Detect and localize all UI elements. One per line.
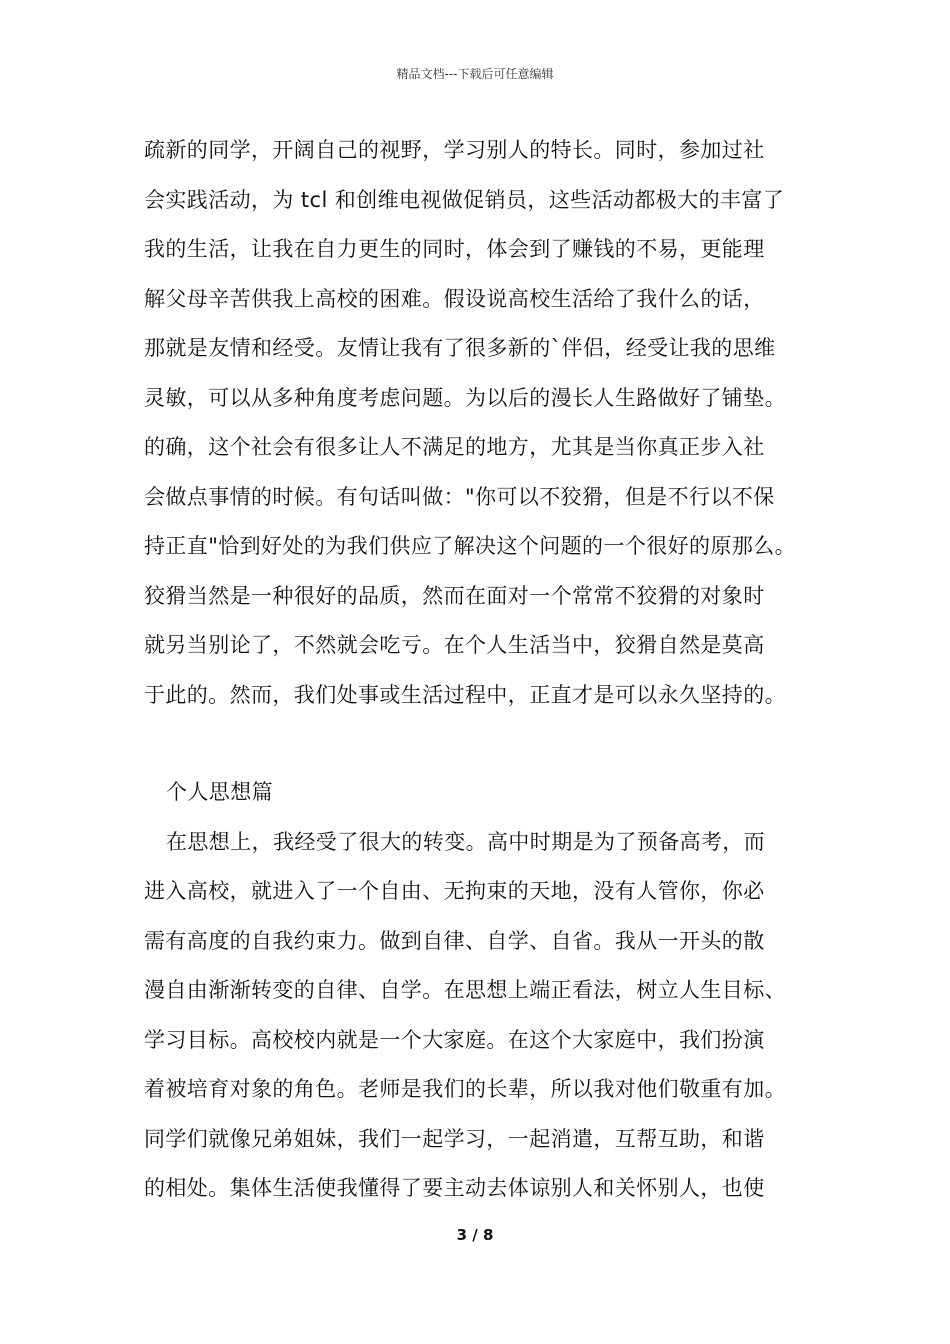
body-line: 会做点事情的时候。有句话叫做："你可以不狡猾，但是不行以不保 [144, 484, 775, 509]
body-line: 会实践活动，为 tcl 和创维电视做促销员，这些活动都极大的丰富了 [144, 187, 785, 212]
body-line: 在思想上，我经受了很大的转变。高中时期是为了预备高考，而 [166, 829, 766, 854]
body-line: 疏新的同学，开阔自己的视野，学习别人的特长。同时，参加过社 [144, 138, 765, 162]
body-line: 进入高校，就进入了一个自由、无拘束的天地，没有人管你，你必 [144, 879, 765, 903]
body-line: 我的生活，让我在自力更生的同时，体会到了赚钱的不易，更能理 [144, 237, 765, 261]
body-line: 灵敏，可以从多种角度考虑问题。为以后的漫长人生路做好了铺垫。 [144, 385, 786, 410]
body-line: 解父母辛苦供我上高校的困难。假设说高校生活给了我什么的话， [144, 286, 765, 311]
body-line: 的相处。集体生活使我懂得了要主动去体谅别人和关怀别人，也使 [144, 1176, 765, 1200]
body-line: 需有高度的自我约束力。做到自律、自学、自省。我从一开头的散 [144, 928, 765, 953]
page-header: 精品文档---下载后可任意编辑 [396, 67, 554, 81]
body-line: 持正直"恰到好处的为我们供应了解决这个问题的一个很好的原那么。 [144, 534, 797, 558]
body-line: 着被培育对象的角色。老师是我们的长辈，所以我对他们敬重有加。 [144, 1077, 786, 1101]
body-line: 同学们就像兄弟姐妹，我们一起学习，一起消遣，互帮互助，和谐 [144, 1126, 765, 1151]
document-body [144, 130, 844, 1218]
body-line: 漫自由渐渐转变的自律、自学。在思想上端正看法，树立人生目标、 [144, 978, 786, 1002]
body-line: 那就是友情和经受。友情让我有了很多新的`伴侣，经受让我的思维 [144, 336, 776, 360]
body-line: 于此的。然而，我们处事或生活过程中，正直才是可以永久坚持的。 [144, 682, 786, 707]
section-heading: 个人思想篇 [166, 780, 273, 804]
body-line: 狡猾当然是一种很好的品质，然而在面对一个常常不狡猾的对象时 [144, 583, 765, 608]
body-line: 就另当别论了，不然就会吃亏。在个人生活当中，狡猾自然是莫高 [144, 633, 765, 657]
body-line: 的确，这个社会有很多让人不满足的地方，尤其是当你真正步入社 [144, 435, 765, 459]
page-number: 3 / 8 [456, 1226, 494, 1244]
body-line: 学习目标。高校校内就是一个大家庭。在这个大家庭中，我们扮演 [144, 1027, 765, 1052]
